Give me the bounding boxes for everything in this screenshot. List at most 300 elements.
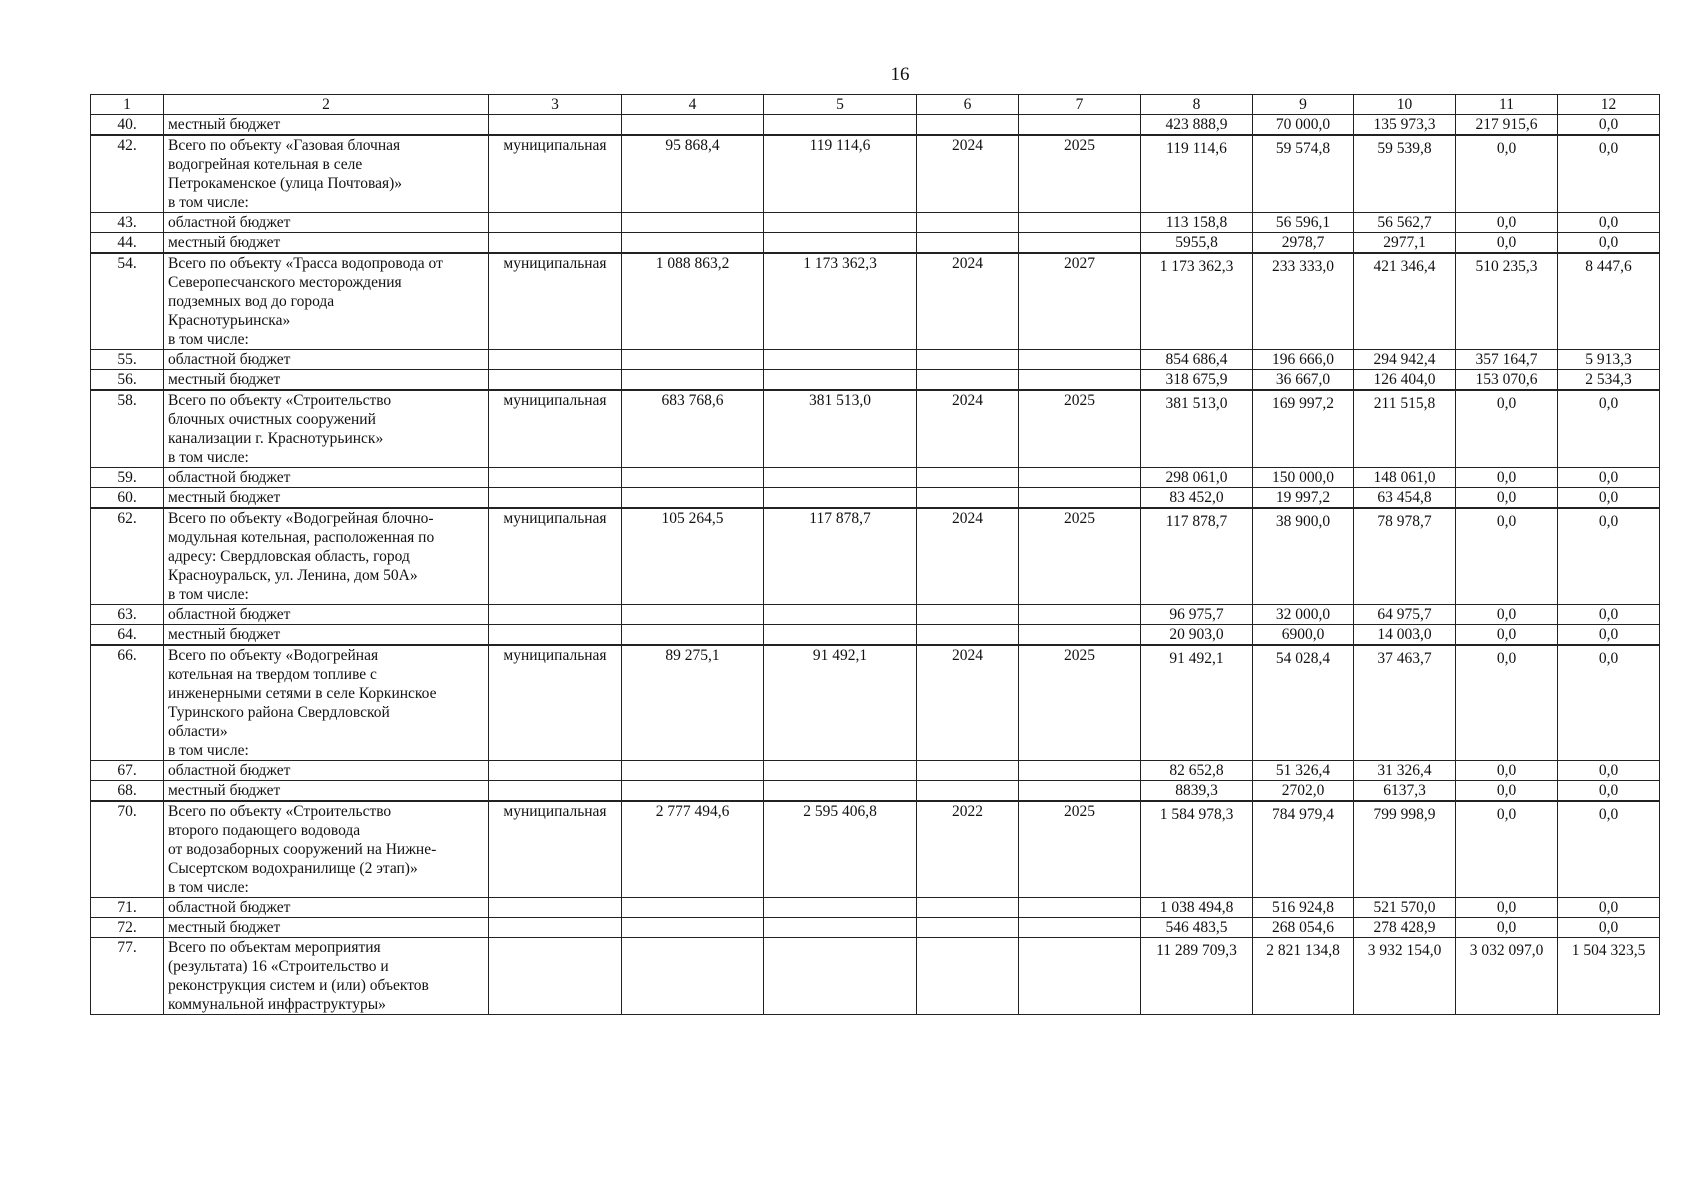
row-name-line: Всего по объекту «Водогрейная [168,647,379,664]
estimated-cost [622,898,764,918]
start-year [917,370,1019,391]
full-cost [764,938,917,1015]
column-number: 12 [1558,95,1660,115]
funding-year-3: 0,0 [1456,761,1558,781]
budget-source-row [91,898,1660,918]
estimated-cost: 95 868,4 [622,135,764,213]
estimated-cost [622,468,764,488]
full-cost [764,488,917,509]
ownership [489,781,622,802]
row-name [164,350,489,370]
start-year: 2022 [917,801,1019,898]
funding-year-2: 56 562,7 [1354,213,1456,233]
funding-year-1: 59 574,8 [1253,135,1354,213]
full-cost [764,605,917,625]
row-number: 77. [91,938,164,1015]
funding-year-2: 78 978,7 [1354,508,1456,605]
page-number: 16 [890,64,910,85]
ownership [489,898,622,918]
funding-year-2: 14 003,0 [1354,625,1456,646]
column-number-row [91,95,1660,115]
ownership [489,370,622,391]
estimated-cost [622,370,764,391]
funding-year-2: 799 998,9 [1354,801,1456,898]
column-number: 3 [489,95,622,115]
end-year [1019,468,1141,488]
row-name [164,938,489,1015]
full-cost [764,761,917,781]
ownership: муниципальная [489,390,622,468]
row-name [164,135,489,213]
ownership: муниципальная [489,801,622,898]
funding-year-4: 0,0 [1558,115,1660,136]
row-number: 64. [91,625,164,646]
funding-year-3: 510 235,3 [1456,253,1558,350]
row-name-line: Всего по объектам мероприятия [168,939,381,956]
row-name-line: Краснотурьинска» [168,312,291,329]
funding-year-3: 153 070,6 [1456,370,1558,391]
funding-year-4: 0,0 [1558,233,1660,254]
ownership: муниципальная [489,508,622,605]
full-cost: 1 173 362,3 [764,253,917,350]
ownership [489,468,622,488]
estimated-cost [622,350,764,370]
funding-year-1: 150 000,0 [1253,468,1354,488]
object-row [91,390,1660,468]
funding-year-1: 6900,0 [1253,625,1354,646]
estimated-cost [622,233,764,254]
funding-year-3: 0,0 [1456,213,1558,233]
row-name-line: областной бюджет [168,606,291,623]
estimated-cost [622,115,764,136]
ownership: муниципальная [489,253,622,350]
row-name-line: областной бюджет [168,899,291,916]
row-name-line: блочных очистных сооружений [168,411,376,428]
row-name-line: областной бюджет [168,762,291,779]
budget-source-row [91,761,1660,781]
funding-year-4: 0,0 [1558,488,1660,509]
column-number: 1 [91,95,164,115]
estimated-cost [622,918,764,938]
funding-year-3: 0,0 [1456,488,1558,509]
funding-year-3: 0,0 [1456,801,1558,898]
ownership [489,350,622,370]
row-name [164,605,489,625]
funding-year-1: 54 028,4 [1253,645,1354,761]
row-name-line: реконструкция систем и (или) объектов [168,977,429,994]
ownership: муниципальная [489,135,622,213]
budget-source-row [91,370,1660,391]
row-name-line: Петрокаменское (улица Почтовая)» [168,175,403,192]
estimated-cost: 1 088 863,2 [622,253,764,350]
row-name-line: областной бюджет [168,351,291,368]
funding-year-2: 64 975,7 [1354,605,1456,625]
row-number: 72. [91,918,164,938]
funding-year-1: 268 054,6 [1253,918,1354,938]
estimated-cost [622,625,764,646]
row-name [164,918,489,938]
funding-year-2: 2977,1 [1354,233,1456,254]
estimated-cost [622,761,764,781]
funding-year-1: 70 000,0 [1253,115,1354,136]
funding-year-1: 784 979,4 [1253,801,1354,898]
funding-year-1: 196 666,0 [1253,350,1354,370]
row-name-line: местный бюджет [168,782,281,799]
funding-year-4: 0,0 [1558,508,1660,605]
budget-source-row [91,918,1660,938]
row-number: 62. [91,508,164,605]
ownership: муниципальная [489,645,622,761]
row-number: 63. [91,605,164,625]
funding-year-3: 0,0 [1456,508,1558,605]
end-year: 2025 [1019,390,1141,468]
estimated-cost [622,781,764,802]
estimated-cost [622,213,764,233]
row-name-line: в том числе: [168,742,249,759]
row-name-line: Сысертском водохранилище (2 этап)» [168,860,418,877]
row-name-line: от водозаборных сооружений на Нижне- [168,841,437,858]
column-number: 2 [164,95,489,115]
start-year: 2024 [917,390,1019,468]
row-name-line: областной бюджет [168,214,291,231]
row-name-line: водогрейная котельная в селе [168,156,363,173]
funding-total: 318 675,9 [1141,370,1253,391]
end-year [1019,370,1141,391]
ownership [489,115,622,136]
funding-year-3: 0,0 [1456,898,1558,918]
funding-total: 119 114,6 [1141,135,1253,213]
funding-year-4: 0,0 [1558,605,1660,625]
funding-year-3: 217 915,6 [1456,115,1558,136]
full-cost [764,115,917,136]
full-cost: 119 114,6 [764,135,917,213]
row-name-line: инженерными сетями в селе Коркинское [168,685,437,702]
row-name-line: местный бюджет [168,371,281,388]
row-number: 70. [91,801,164,898]
start-year [917,898,1019,918]
row-name-line: местный бюджет [168,234,281,251]
funding-total: 1 584 978,3 [1141,801,1253,898]
estimated-cost: 683 768,6 [622,390,764,468]
funding-year-3: 0,0 [1456,781,1558,802]
budget-source-row [91,213,1660,233]
end-year: 2025 [1019,508,1141,605]
row-name [164,801,489,898]
row-name-line: в том числе: [168,331,249,348]
end-year [1019,605,1141,625]
funding-year-1: 19 997,2 [1253,488,1354,509]
row-name-line: Всего по объекту «Газовая блочная [168,137,401,154]
funding-year-3: 357 164,7 [1456,350,1558,370]
row-name-line: области» [168,723,228,740]
budget-source-row [91,488,1660,509]
column-number: 4 [622,95,764,115]
ownership [489,918,622,938]
row-name-line: в том числе: [168,449,249,466]
start-year [917,115,1019,136]
object-row [91,135,1660,213]
object-row [91,508,1660,605]
funding-year-4: 0,0 [1558,625,1660,646]
ownership [489,605,622,625]
row-name [164,625,489,646]
row-name [164,468,489,488]
funding-total: 20 903,0 [1141,625,1253,646]
funding-total: 96 975,7 [1141,605,1253,625]
start-year: 2024 [917,645,1019,761]
funding-total: 83 452,0 [1141,488,1253,509]
end-year [1019,233,1141,254]
end-year: 2025 [1019,645,1141,761]
funding-total: 854 686,4 [1141,350,1253,370]
funding-year-3: 0,0 [1456,233,1558,254]
row-name-line: Туринского района Свердловской [168,704,390,721]
row-number: 43. [91,213,164,233]
start-year [917,625,1019,646]
budget-source-row [91,605,1660,625]
funding-year-4: 0,0 [1558,801,1660,898]
row-name-line: Всего по объекту «Водогрейная блочно- [168,510,434,527]
funding-year-1: 38 900,0 [1253,508,1354,605]
row-name-line: местный бюджет [168,116,281,133]
column-number: 9 [1253,95,1354,115]
row-number: 56. [91,370,164,391]
funding-year-1: 516 924,8 [1253,898,1354,918]
row-number: 68. [91,781,164,802]
budget-source-row [91,625,1660,646]
row-number: 54. [91,253,164,350]
full-cost: 117 878,7 [764,508,917,605]
object-row [91,645,1660,761]
end-year [1019,938,1141,1015]
funding-total: 113 158,8 [1141,213,1253,233]
row-name-line: местный бюджет [168,489,281,506]
ownership [489,233,622,254]
funding-year-3: 0,0 [1456,390,1558,468]
budget-source-row [91,468,1660,488]
funding-total: 546 483,5 [1141,918,1253,938]
funding-year-2: 521 570,0 [1354,898,1456,918]
estimated-cost [622,938,764,1015]
start-year [917,350,1019,370]
funding-year-4: 0,0 [1558,135,1660,213]
row-name [164,213,489,233]
row-name-line: коммунальной инфраструктуры» [168,996,386,1013]
row-name [164,781,489,802]
column-number: 5 [764,95,917,115]
funding-year-1: 36 667,0 [1253,370,1354,391]
funding-year-3: 0,0 [1456,135,1558,213]
full-cost [764,625,917,646]
row-name [164,761,489,781]
start-year: 2024 [917,508,1019,605]
column-number: 10 [1354,95,1456,115]
end-year: 2025 [1019,135,1141,213]
row-name-line: модульная котельная, расположенная по [168,529,435,546]
row-name-line: второго подающего водовода [168,822,361,839]
row-name-line: Всего по объекту «Трасса водопровода от [168,255,443,272]
funding-year-2: 421 346,4 [1354,253,1456,350]
end-year [1019,488,1141,509]
start-year [917,605,1019,625]
full-cost [764,898,917,918]
row-name-line: Северопесчанского месторождения [168,274,402,291]
funding-total: 11 289 709,3 [1141,938,1253,1015]
full-cost: 381 513,0 [764,390,917,468]
funding-year-2: 59 539,8 [1354,135,1456,213]
row-name [164,253,489,350]
funding-year-1: 2702,0 [1253,781,1354,802]
row-number: 59. [91,468,164,488]
end-year [1019,898,1141,918]
total-row [91,938,1660,1015]
full-cost [764,468,917,488]
row-name [164,370,489,391]
start-year [917,918,1019,938]
budget-source-row [91,350,1660,370]
row-name [164,233,489,254]
row-name-line: в том числе: [168,194,249,211]
funding-year-2: 3 932 154,0 [1354,938,1456,1015]
full-cost: 2 595 406,8 [764,801,917,898]
funding-year-3: 0,0 [1456,468,1558,488]
funding-year-4: 0,0 [1558,645,1660,761]
column-number: 8 [1141,95,1253,115]
funding-year-2: 135 973,3 [1354,115,1456,136]
end-year [1019,918,1141,938]
funding-year-4: 0,0 [1558,213,1660,233]
budget-source-row [91,781,1660,802]
start-year [917,233,1019,254]
funding-year-4: 0,0 [1558,898,1660,918]
full-cost [764,370,917,391]
funding-year-2: 278 428,9 [1354,918,1456,938]
row-number: 42. [91,135,164,213]
budget-source-row [91,233,1660,254]
funding-year-4: 0,0 [1558,390,1660,468]
ownership [489,938,622,1015]
row-name-line: местный бюджет [168,919,281,936]
row-name-line: в том числе: [168,879,249,896]
full-cost [764,233,917,254]
start-year [917,488,1019,509]
funding-total: 5955,8 [1141,233,1253,254]
row-name-line: Всего по объекту «Строительство [168,803,392,820]
end-year [1019,781,1141,802]
estimated-cost: 105 264,5 [622,508,764,605]
estimated-cost [622,605,764,625]
funding-year-2: 211 515,8 [1354,390,1456,468]
object-row [91,253,1660,350]
full-cost [764,918,917,938]
start-year [917,781,1019,802]
budget-source-row [91,115,1660,136]
funding-year-3: 0,0 [1456,625,1558,646]
end-year [1019,761,1141,781]
funding-year-3: 0,0 [1456,605,1558,625]
row-name-line: в том числе: [168,586,249,603]
funding-year-1: 56 596,1 [1253,213,1354,233]
row-number: 55. [91,350,164,370]
funding-year-4: 0,0 [1558,468,1660,488]
start-year [917,761,1019,781]
row-number: 67. [91,761,164,781]
funding-year-1: 51 326,4 [1253,761,1354,781]
ownership [489,213,622,233]
funding-total: 298 061,0 [1141,468,1253,488]
row-name [164,645,489,761]
row-name-line: Красноуральск, ул. Ленина, дом 50А» [168,567,418,584]
funding-year-4: 1 504 323,5 [1558,938,1660,1015]
funding-year-1: 2 821 134,8 [1253,938,1354,1015]
table-body [91,95,1660,1015]
funding-year-2: 31 326,4 [1354,761,1456,781]
funding-year-2: 37 463,7 [1354,645,1456,761]
end-year [1019,115,1141,136]
funding-total: 91 492,1 [1141,645,1253,761]
estimated-cost: 89 275,1 [622,645,764,761]
start-year: 2024 [917,135,1019,213]
funding-year-1: 169 997,2 [1253,390,1354,468]
row-number: 40. [91,115,164,136]
start-year [917,938,1019,1015]
object-row [91,801,1660,898]
funding-year-1: 2978,7 [1253,233,1354,254]
funding-year-2: 294 942,4 [1354,350,1456,370]
end-year: 2027 [1019,253,1141,350]
funding-year-2: 63 454,8 [1354,488,1456,509]
funding-total: 423 888,9 [1141,115,1253,136]
end-year [1019,213,1141,233]
row-name [164,508,489,605]
row-number: 71. [91,898,164,918]
row-name-line: местный бюджет [168,626,281,643]
column-number: 7 [1019,95,1141,115]
ownership [489,625,622,646]
funding-year-4: 0,0 [1558,918,1660,938]
start-year: 2024 [917,253,1019,350]
end-year [1019,350,1141,370]
funding-total: 381 513,0 [1141,390,1253,468]
funding-year-4: 0,0 [1558,781,1660,802]
funding-year-4: 0,0 [1558,761,1660,781]
funding-year-1: 32 000,0 [1253,605,1354,625]
row-number: 60. [91,488,164,509]
row-name-line: Всего по объекту «Строительство [168,392,392,409]
row-name [164,488,489,509]
full-cost [764,350,917,370]
funding-year-2: 6137,3 [1354,781,1456,802]
row-number: 58. [91,390,164,468]
row-name-line: адресу: Свердловская область, город [168,548,410,565]
budget-table [90,94,1660,1015]
row-name-line: котельная на твердом топливе с [168,666,377,683]
funding-year-2: 148 061,0 [1354,468,1456,488]
funding-total: 1 173 362,3 [1141,253,1253,350]
row-name-line: подземных вод до города [168,293,335,310]
funding-year-4: 5 913,3 [1558,350,1660,370]
estimated-cost: 2 777 494,6 [622,801,764,898]
funding-year-1: 233 333,0 [1253,253,1354,350]
full-cost [764,213,917,233]
funding-year-3: 0,0 [1456,918,1558,938]
ownership [489,488,622,509]
start-year [917,468,1019,488]
row-name-line: (результата) 16 «Строительство и [168,958,389,975]
row-number: 66. [91,645,164,761]
row-name-line: канализации г. Краснотурьинск» [168,430,384,447]
funding-year-4: 8 447,6 [1558,253,1660,350]
